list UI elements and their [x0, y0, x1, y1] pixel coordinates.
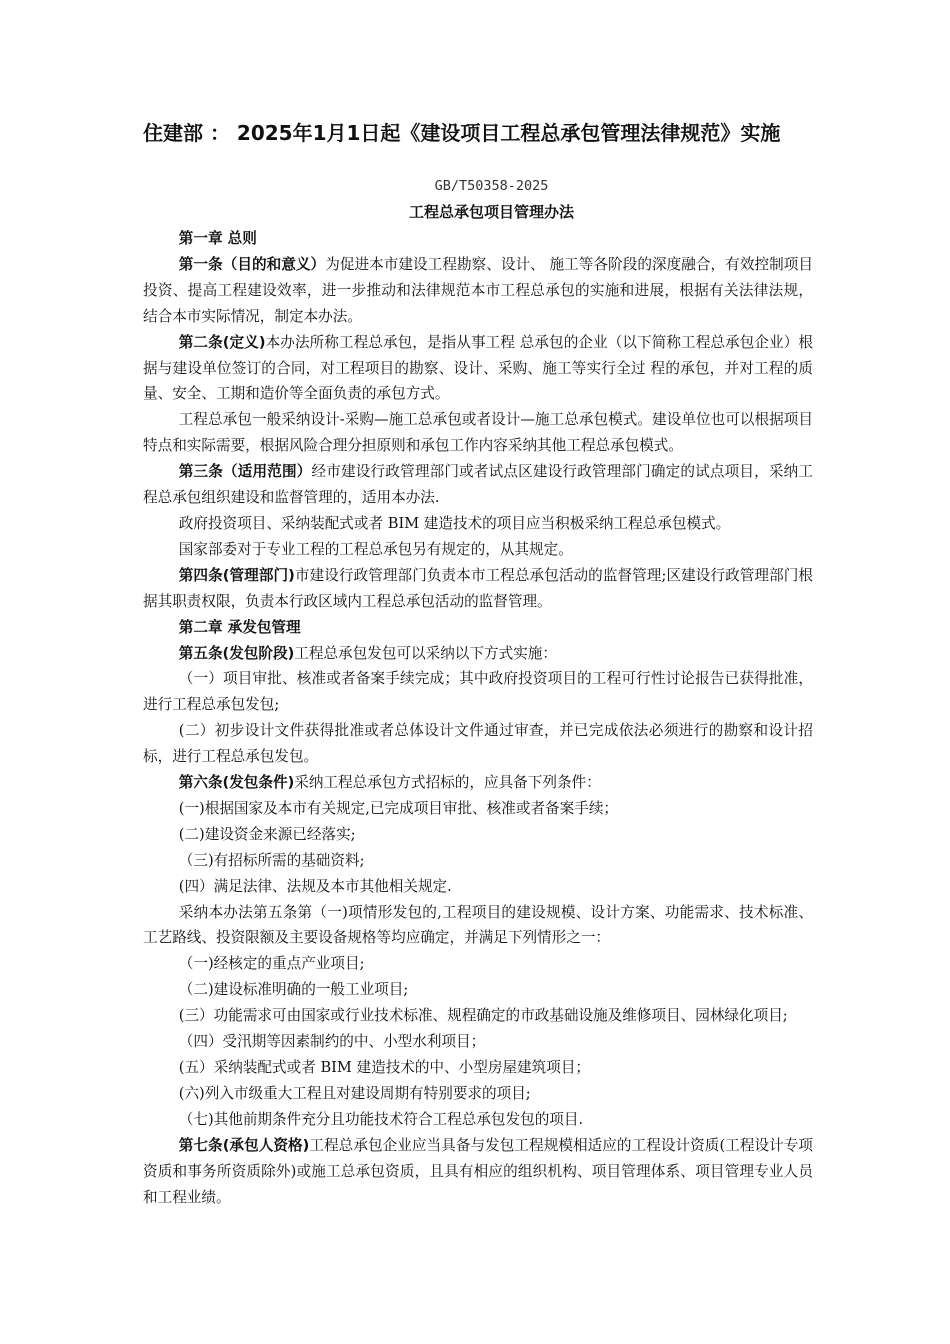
- paragraph: [143, 900, 813, 952]
- article-lead: 第六条(发包条件): [178, 774, 295, 792]
- paragraph-text: 工程总承包发包可以采纳以下方式实施：: [294, 644, 557, 662]
- paragraph: [143, 1055, 813, 1081]
- document-subtitle: 工程总承包项目管理办法: [408, 203, 574, 221]
- paragraph-text: 工程总承包企业应当具备与发包工程规模相适应的工程设计资质(工程设计专项资质和事务所资质除外)或施工总承包资质，且具有相应的组织机构、项目管理体系、项目管理专业人员和工程业绩。: [143, 1136, 814, 1206]
- paragraph-text: 第二章 承发包管理: [178, 618, 301, 636]
- paragraph-text: 国家部委对于专业工程的工程总承包另有规定的，从其规定。: [178, 540, 573, 558]
- paragraph-text: 经市建设行政管理部门或者试点区建设行政管理部门确定的试点项目，采纳工程总承包组织建设和监督管理的，适用本办法.: [143, 463, 813, 507]
- paragraph: [143, 252, 813, 330]
- paragraph: [143, 718, 813, 770]
- paragraph: [143, 848, 813, 874]
- article-lead: 第一条（目的和意义）: [178, 255, 326, 273]
- paragraph-text: （四）受汛期等因素制约的中、小型水利项目；: [178, 1033, 486, 1051]
- article-lead: 第三条（适用范围）: [178, 463, 312, 481]
- paragraph: [143, 1003, 813, 1029]
- paragraph: [143, 874, 813, 900]
- paragraph-text: （七)其他前期条件充分且功能技术符合工程总承包发包的项目.: [178, 1110, 584, 1128]
- paragraph: [143, 1029, 813, 1055]
- article-lead: 第五条(发包阶段): [178, 644, 295, 662]
- paragraph: [143, 537, 813, 563]
- article-lead: 第二条(定义): [178, 333, 266, 351]
- paragraph: [143, 641, 813, 667]
- paragraph-text: 本办法所称工程总承包，是指从事工程 总承包的企业（以下简称工程总承包企业）根据与建设单位签订的合同，对工程项目的勘察、设计、采购、施工等实行全过 程的承包，并对工程的质量、安全、工期和造价等全面负责的承包方式。: [143, 333, 813, 403]
- paragraph: [143, 330, 813, 408]
- paragraph-text: (五）采纳装配式或者 BIM 建造技术的中、小型房屋建筑项目；: [178, 1059, 591, 1076]
- paragraph-text: 为促进本市建设工程勘察、设计、 施工等各阶段的深度融合，有效控制项目投资、提高工程建设效率，进一步推动和法律规范本市工程总承包的实施和进展，根据有关法律法规，结合本市实际情况，制定本办法。: [143, 255, 813, 325]
- paragraph: [143, 796, 813, 822]
- paragraph-text: (六)列入市级重大工程且对建设周期有特别要求的项目;: [178, 1084, 531, 1102]
- paragraph-text: 市建设行政管理部门负责本市工程总承包活动的监督管理;区建设行政管理部门根据其职责权限，负责本行政区域内工程总承包活动的监督管理。: [143, 566, 814, 610]
- paragraph-text: （三)有招标所需的基础资料;: [178, 851, 365, 869]
- paragraph-text: （二)建设标准明确的一般工业项目;: [178, 981, 409, 999]
- paragraph: [143, 563, 813, 615]
- paragraph-text: (二)建设资金来源已经落实;: [178, 825, 356, 843]
- paragraph-text: 采纳工程总承包方式招标的，应具备下列条件：: [294, 774, 601, 792]
- paragraph-text: 工程总承包一般采纳设计-采购—施工总承包或者设计—施工总承包模式。建设单位也可以根据项目特点和实际需要，根据风险合理分担原则和承包工作内容采纳其他工程总承包模式。: [143, 411, 813, 455]
- paragraph-text: 采纳本办法第五条第（一)项情形发包的,工程项目的建设规模、设计方案、功能需求、技术标准、工艺路线、投资限额及主要设备规格等均应确定，并满足下列情形之一：: [143, 903, 813, 947]
- paragraph: [143, 459, 813, 511]
- paragraph-text: (三）功能需求可由国家或行业技术标准、规程确定的市政基础设施及维修项目、园林绿化项目;: [178, 1007, 788, 1025]
- paragraph-text: 第一章 总则: [178, 230, 257, 247]
- paragraph-text: 政府投资项目、采纳装配式或者 BIM 建造技术的项目应当积极采纳工程总承包模式。: [178, 514, 731, 532]
- paragraph: [143, 1107, 813, 1133]
- paragraph: [143, 666, 813, 718]
- paragraph-text: (四）满足法律、法规及本市其他相关规定.: [178, 877, 452, 895]
- standard-code: GB/T50358-2025: [434, 178, 549, 194]
- chapter-heading: [143, 226, 813, 252]
- article-lead: 第四条(管理部门): [178, 566, 295, 584]
- paragraph: [143, 951, 813, 977]
- paragraph-text: （一)经核定的重点产业项目;: [178, 955, 365, 973]
- paragraph: [143, 407, 813, 459]
- paragraph-text: (一)根据国家及本市有关规定,已完成项目审批、核准或者备案手续；: [178, 799, 619, 817]
- paragraph: [143, 511, 813, 537]
- paragraph: [143, 1081, 813, 1107]
- paragraph: [143, 1133, 813, 1211]
- document-title: 住建部 ： 2025年1月1日起《建设项目工程总承包管理法律规范》实施: [143, 121, 781, 145]
- paragraph: [143, 977, 813, 1003]
- document-body: [143, 226, 813, 1210]
- paragraph: [143, 822, 813, 848]
- paragraph: [143, 770, 813, 796]
- paragraph-text: （一）项目审批、核准或者备案手续完成；其中政府投资项目的工程可行性讨论报告已获得批准，进行工程总承包发包;: [143, 670, 813, 714]
- chapter-heading: [143, 615, 813, 641]
- paragraph-text: (二）初步设计文件获得批准或者总体设计文件通过审查，并已完成依法必须进行的勘察和设计招标，进行工程总承包发包。: [143, 722, 813, 766]
- article-lead: 第七条(承包人资格): [178, 1136, 310, 1154]
